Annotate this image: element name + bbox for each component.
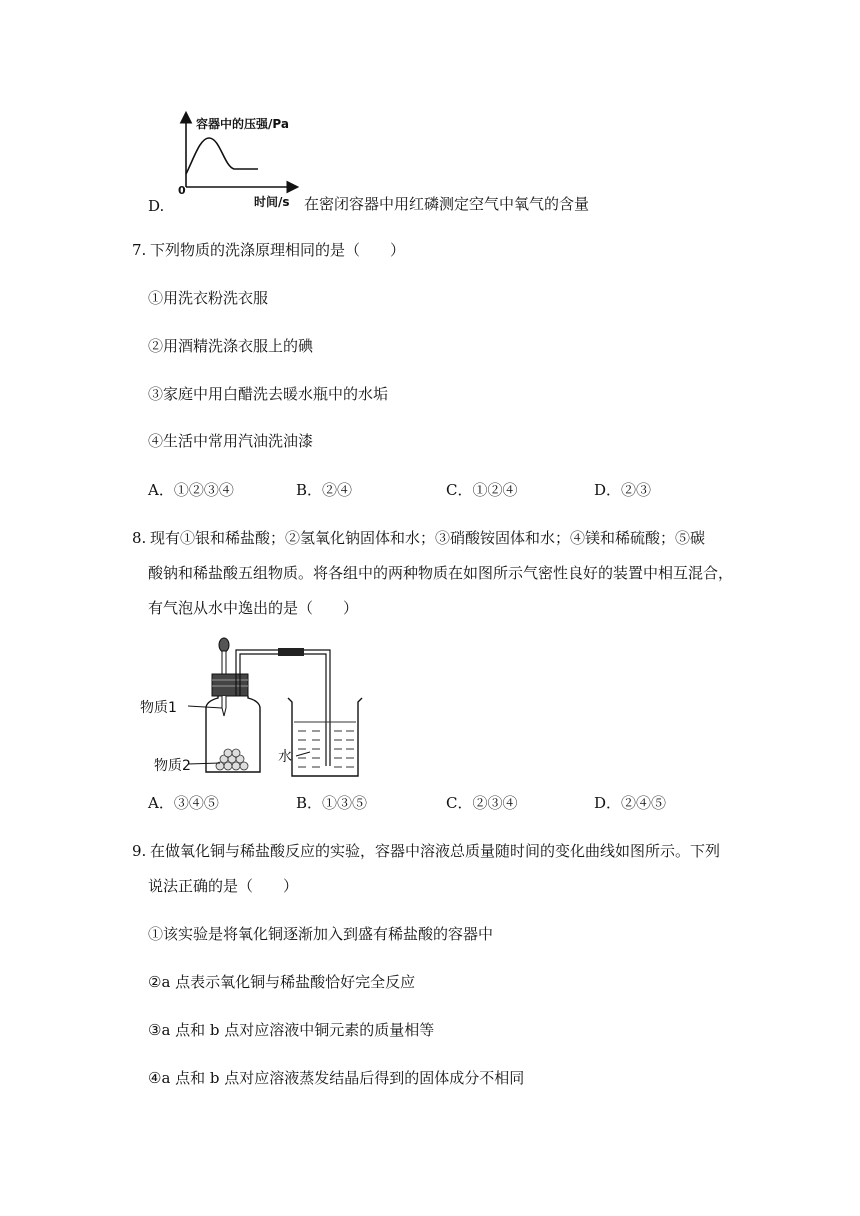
q8-stem-line-3: 有气泡从水中逸出的是（ ）	[148, 599, 359, 617]
q9-number: 9.	[132, 842, 147, 860]
graph-xlabel: 时间/s	[254, 195, 290, 209]
q7-option-b: B．②④	[296, 481, 353, 499]
graph-ylabel: 容器中的压强/Pa	[196, 117, 289, 131]
q7-item-2: ②用酒精洗涤衣服上的碘	[148, 337, 314, 355]
label-water: 水	[278, 749, 292, 765]
q7-stem: 下列物质的洗涤原理相同的是（ ）	[150, 241, 406, 259]
stopper	[212, 674, 248, 696]
q8-stem-line-1: 现有①银和稀盐酸；②氢氧化钠固体和水；③硝酸铵固体和水；④镁和稀硫酸；⑤碳	[150, 529, 706, 547]
substance-2-beads	[216, 749, 248, 770]
q9-item-4: ④a 点和 b 点对应溶液蒸发结晶后得到的固体成分不相同	[148, 1069, 525, 1087]
q9-item-3: ③a 点和 b 点对应溶液中铜元素的质量相等	[148, 1021, 435, 1039]
q7-option-c: C．①②④	[446, 481, 518, 499]
q7-item-1: ①用洗衣粉洗衣服	[148, 289, 269, 307]
q6-option-d-letter: D.	[148, 197, 165, 215]
q9-stem-line-1: 在做氧化铜与稀盐酸反应的实验，容器中溶液总质量随时间的变化曲线如图所示。下列	[150, 842, 721, 860]
q7-item-4: ④生活中常用汽油洗油漆	[148, 432, 314, 450]
q8-option-d: D．②④⑤	[594, 794, 667, 812]
graph-origin: 0	[178, 184, 186, 197]
q7-option-d: D．②③	[594, 481, 652, 499]
q8-option-a: A．③④⑤	[148, 794, 219, 812]
label-substance-1: 物质1	[140, 700, 177, 716]
q8-option-c: C．②③④	[446, 794, 518, 812]
q8-number: 8.	[132, 529, 147, 547]
q6-option-d-text: 在密闭容器中用红磷测定空气中氧气的含量	[304, 195, 590, 213]
pressure-curve	[186, 138, 258, 174]
dropper-bulb	[219, 638, 229, 652]
q9-item-1: ①该实验是将氧化铜逐渐加入到盛有稀盐酸的容器中	[148, 925, 494, 943]
q9-item-2: ②a 点表示氧化铜与稀盐酸恰好完全反应	[148, 973, 416, 991]
q7-option-a: A．①②③④	[148, 481, 234, 499]
q8-option-b: B．①③⑤	[296, 794, 368, 812]
pressure-time-graph	[172, 108, 304, 212]
beaker	[288, 698, 362, 776]
water-lines	[294, 722, 356, 767]
q8-stem-line-2: 酸钠和稀盐酸五组物质。将各组中的两种物质在如图所示气密性良好的装置中相互混合，	[148, 564, 734, 582]
label-substance-2: 物质2	[154, 758, 191, 774]
q9-stem-line-2: 说法正确的是（ ）	[148, 877, 299, 895]
q7-number: 7.	[132, 241, 147, 259]
q7-item-3: ③家庭中用白醋洗去暖水瓶中的水垢	[148, 385, 389, 403]
gas-apparatus-figure	[140, 636, 370, 782]
